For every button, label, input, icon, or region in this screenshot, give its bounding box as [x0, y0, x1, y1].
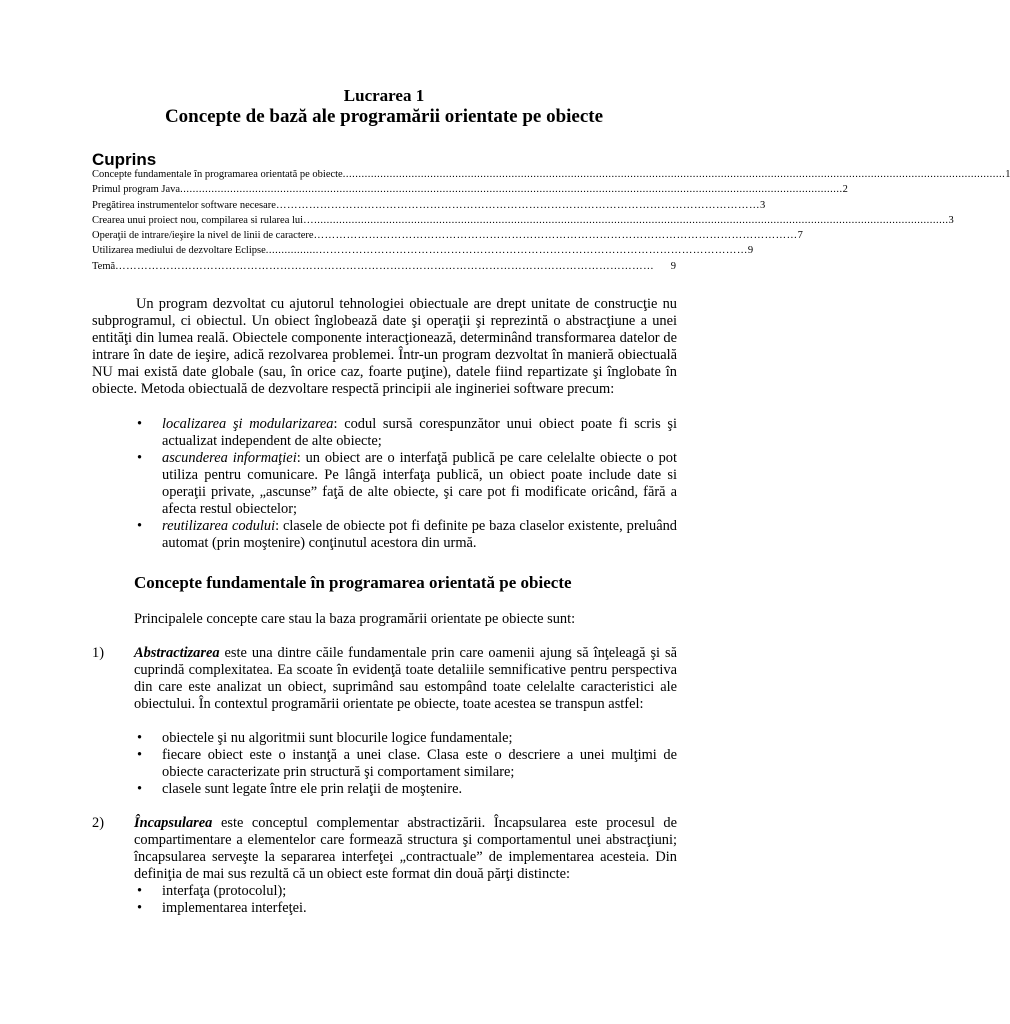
table-of-contents: [92, 167, 1010, 274]
bullet-icon: •: [137, 883, 143, 899]
item-text: este conceptul complementar abstractizării. Încapsularea este procesul de compartimentare a elementelor care formează structura şi comportamentul unei abstracţiuni; încapsularea serveşte la separarea interfeţei „contractuale” de implementarea acesteia. Din definiţia de mai sus rezultă că un obiect este format din două părţi distincte:: [134, 815, 677, 882]
toc-entry-page: 3: [948, 214, 954, 226]
list-item: [137, 730, 677, 747]
toc-entry-text: Crearea unui proiect nou, compilarea si rularea lui: [92, 214, 304, 226]
list-item: [137, 900, 677, 917]
list-item: [137, 450, 677, 518]
toc-entry[interactable]: [92, 167, 1010, 182]
list-item-text: : un obiect are o interfaţă publică pe care celelalte obiecte o pot utiliza pentru comunicare. Pe lângă interfaţa publică, un obiect poate include date si operaţii private, „ascunse” faţă de alte obiecte, şi care pot fi modificate oricând, fără a afecta restul obiectelor;: [162, 450, 677, 517]
list-item-term: ascunderea informaţiei: [162, 450, 297, 466]
intro-paragraph: Un program dezvoltat cu ajutorul tehnologiei obiectuale are drept unitate de construcţie nu subprogramul, ci obiectul. Un obiect înglobează date şi operaţii şi reprezintă o abstracţiune a unei entităţi din lumea reală. Obiectele componente interacţionează, determinând transformarea datelor de intrare în date de ieşire, adică rezolvarea problemei. Într-un program dezvoltat în manieră obiectuală NU mai există date globale (sau, în orice caz, foarte puţine), datele fiind repartizate şi înglobate în obiecte. Metoda obiectuală de dezvoltare respectă principii ale ingineriei software precum:: [92, 296, 677, 397]
list-item: [137, 747, 677, 781]
list-item-text: : codul sursă corespunzător unui obiect poate fi scris şi actualizat independent de alte obiecte;: [162, 416, 677, 449]
toc-entry-text: Operaţii de intrare/ieşire la nivel de linii de caractere: [92, 230, 314, 242]
bullet-icon: •: [137, 747, 143, 763]
toc-leader-dots: ....................................................................................................................................................................................................................: [180, 184, 843, 196]
toc-entry-page: 3: [759, 199, 766, 211]
toc-entry-text: Pregătirea instrumentelor software necesare: [92, 199, 276, 211]
toc-entry-text: Concepte fundamentale în programarea orientată pe obiecte: [92, 169, 343, 180]
bullet-icon: •: [137, 518, 143, 534]
toc-entry[interactable]: [92, 182, 848, 197]
toc-entry[interactable]: [92, 198, 766, 213]
item-body: [134, 815, 677, 883]
toc-leader-dots: ....................................................................................................................................................................................................................: [342, 169, 1006, 180]
toc-leader-dots: …...........................................................................................................................................................................................................: [303, 214, 949, 226]
section-lead-paragraph: Principalele concepte care stau la baza programării orientate pe obiecte sunt:: [134, 611, 576, 627]
toc-entry-page: 9: [670, 260, 676, 272]
toc-entry[interactable]: [92, 228, 803, 243]
toc-leader-dots: …………………………………………………………………………………………………………………………………: [115, 260, 655, 272]
toc-entry[interactable]: [92, 213, 954, 228]
list-item-text: implementarea interfeţei.: [162, 900, 307, 916]
list-item: [137, 518, 677, 552]
toc-entry[interactable]: [92, 259, 676, 274]
list-item-text: interfaţa (protocolul);: [162, 883, 287, 899]
bullet-icon: •: [137, 900, 143, 916]
item-number: 2): [92, 815, 104, 831]
toc-entry-text: Temă: [92, 260, 116, 272]
toc-entry-page: 9: [747, 245, 754, 257]
item-text: este una dintre căile fundamentale prin care oamenii ajung să înţeleagă şi să cuprindă complexitatea. Ea scoate în evidenţă toate detaliile semnificative pentru perspectiva din care este analizat un obiect, suprimând sau estompând toate celelalte caracteristici ale obiectului. În contextul programării orientate pe obiecte, toate acestea se transpun astfel:: [134, 645, 677, 712]
abstraction-list: [137, 730, 677, 798]
bullet-icon: •: [137, 450, 143, 466]
list-item: [137, 883, 677, 900]
list-item-text: clasele sunt legate între ele prin relaţii de moştenire.: [162, 781, 463, 797]
toc-leader-dots: ……………………………………………………………………………………………………………………: [313, 230, 798, 242]
bullet-icon: •: [137, 730, 143, 746]
toc-heading: Cuprins: [92, 150, 157, 169]
toc-entry-page: 1: [1005, 169, 1010, 180]
list-item-text: obiectele şi nu algoritmii sunt blocurile logice fundamentale;: [162, 730, 513, 746]
bullet-icon: •: [137, 781, 143, 797]
item-number: 1): [92, 645, 104, 661]
item-term: Încapsularea: [134, 815, 213, 831]
item-term: Abstractizarea: [134, 645, 220, 661]
toc-leader-dots: .................………………………………………………………………………………………………………: [265, 245, 748, 257]
section-heading: Concepte fundamentale în programarea orientată pe obiecte: [134, 573, 572, 592]
toc-leader-dots: ……………………………………………………………………………………………………………………: [275, 199, 760, 211]
page-title: Concepte de bază ale programării orientate pe obiecte: [164, 106, 604, 127]
item-body: [134, 645, 677, 713]
list-item-term: localizarea şi modularizarea: [162, 416, 334, 432]
toc-entry-page: 7: [797, 230, 803, 242]
list-item: [137, 416, 677, 450]
toc-entry-page: 2: [842, 184, 848, 196]
bullet-icon: •: [137, 416, 143, 432]
lab-label: Lucrarea 1: [343, 86, 425, 105]
toc-entry[interactable]: [92, 243, 754, 258]
list-item-text: : clasele de obiecte pot fi definite pe baza claselor existente, preluând automat (prin moştenire) conţinutul acestora din urmă.: [162, 518, 677, 551]
list-item-term: reutilizarea codului: [162, 518, 276, 534]
numbered-item-encapsulation: [92, 815, 677, 883]
toc-entry-text: Utilizarea mediului de dezvoltare Eclipse: [92, 245, 266, 257]
intro-principles-list: [137, 416, 677, 552]
list-item-text: fiecare obiect este o instanţă a unei clase. Clasa este o descriere a unei mulţimi de obiecte caracterizate prin structură şi comportament similare;: [162, 747, 677, 780]
toc-entry-text: Primul program Java: [92, 184, 181, 196]
encapsulation-list: [137, 883, 677, 917]
list-item: [137, 781, 677, 798]
numbered-item-abstraction: [92, 645, 677, 713]
